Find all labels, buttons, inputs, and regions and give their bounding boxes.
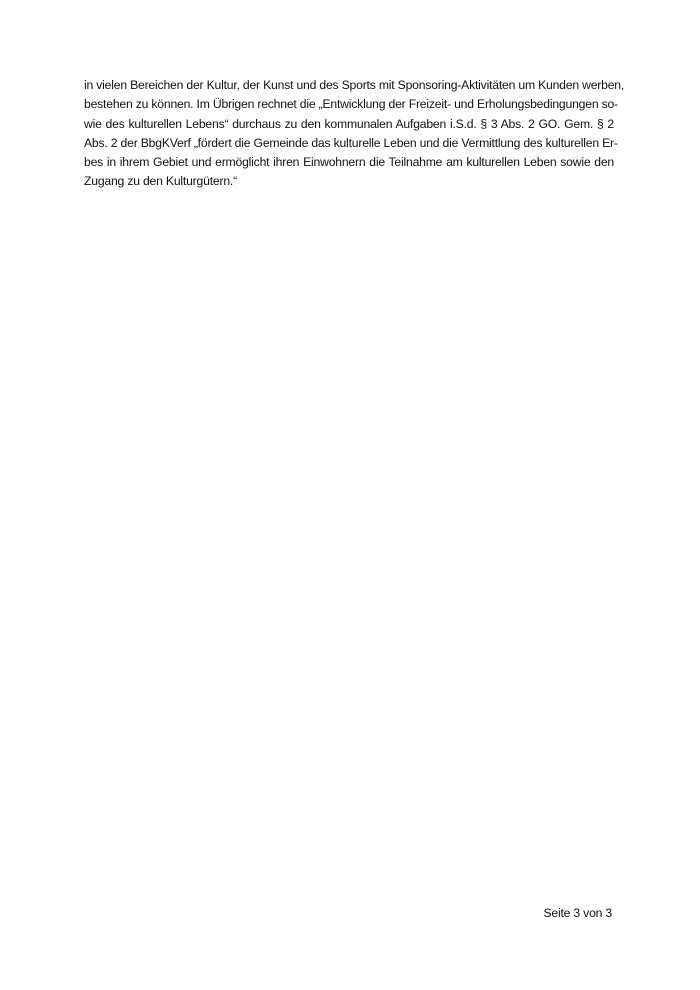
paragraph-line: bes in ihrem Gebiet und ermöglicht ihren Einwohnern die Teilnahme am kulturellen Leben sowie den bbox=[84, 155, 614, 170]
page-number: Seite 3 von 3 bbox=[543, 906, 612, 920]
paragraph-line: wie des kulturellen Lebens“ durchaus zu den kommunalen Aufgaben i.S.d. § 3 Abs. 2 GO. Gem. § 2 bbox=[84, 116, 614, 131]
paragraph-line: bestehen zu können. Im Übrigen rechnet die „Entwicklung der Freizeit- und Erholungsbedingungen so- bbox=[84, 97, 618, 112]
paragraph-line: in vielen Bereichen der Kultur, der Kunst und des Sports mit Sponsoring-Aktivitäten um Kunden werben, bbox=[84, 78, 625, 92]
paragraph-line: Zugang zu den Kulturgütern.“ bbox=[84, 174, 237, 189]
body-paragraph bbox=[84, 76, 625, 192]
paragraph-line: Abs. 2 der BbgKVerf „fördert die Gemeinde das kulturelle Leben und die Vermittlung des kulturellen Er- bbox=[84, 135, 618, 150]
